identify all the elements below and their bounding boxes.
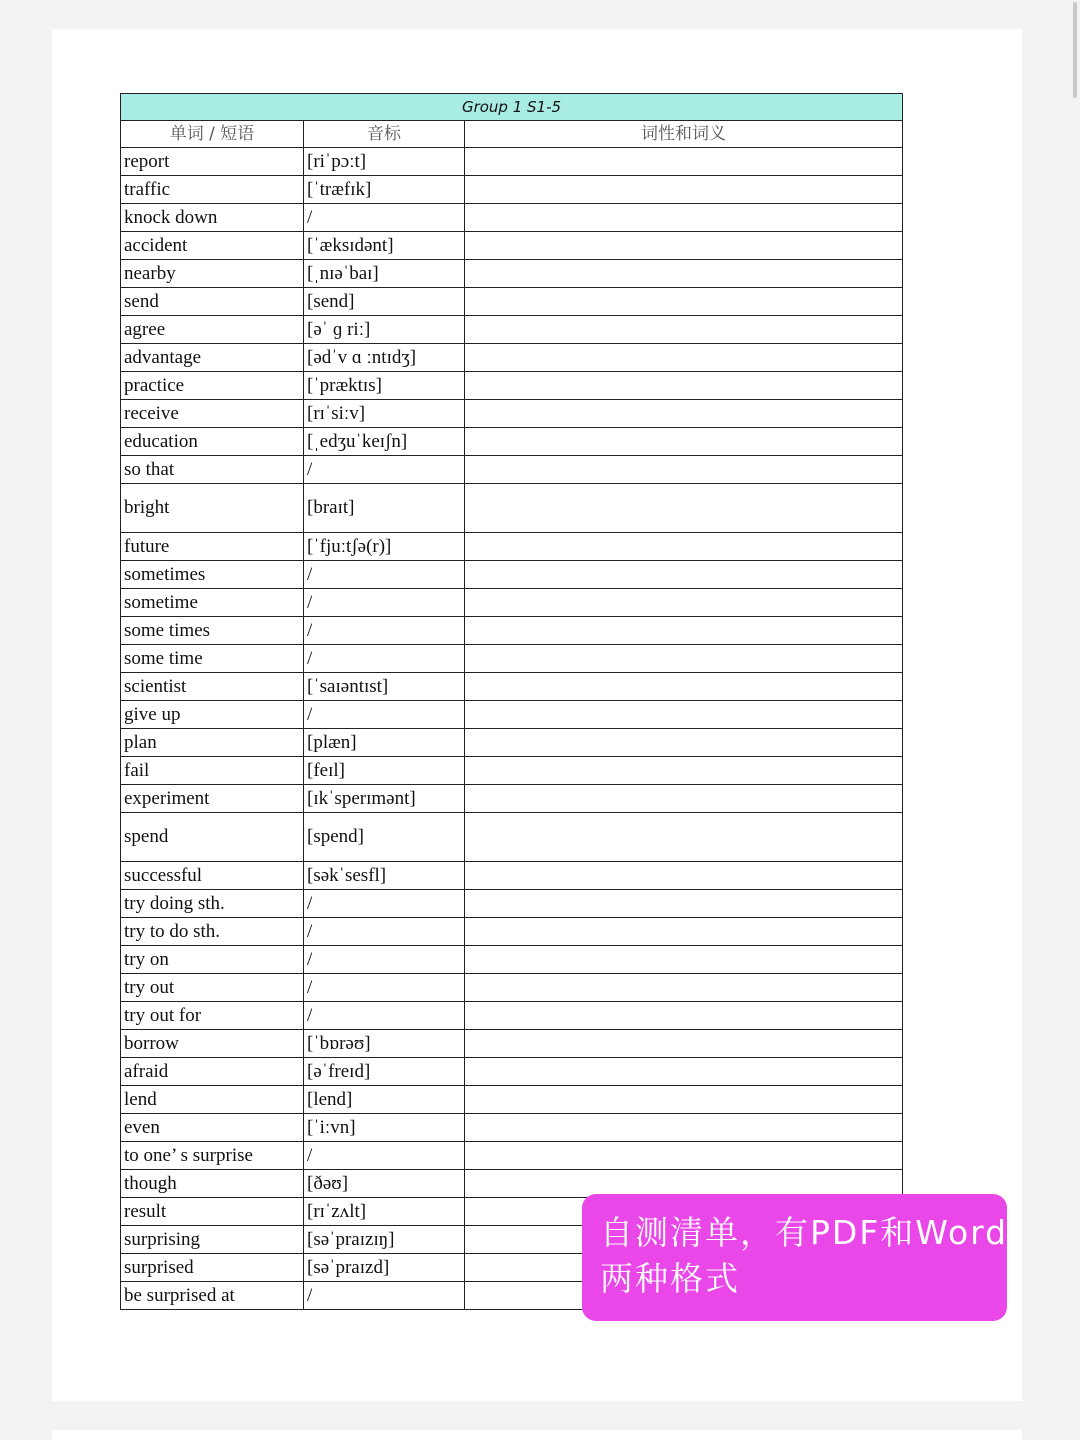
phonetic-cell: [spend] bbox=[304, 813, 465, 862]
vocabulary-table bbox=[120, 93, 903, 1310]
phonetic-cell: [ˈfjuːtʃə(r)] bbox=[304, 533, 465, 561]
word-cell: afraid bbox=[121, 1058, 304, 1086]
phonetic-cell: [səˈpraɪzd] bbox=[304, 1254, 465, 1282]
word-cell: plan bbox=[121, 729, 304, 757]
word-cell: some time bbox=[121, 645, 304, 673]
word-cell: experiment bbox=[121, 785, 304, 813]
meaning-cell bbox=[465, 316, 903, 344]
table-row bbox=[121, 946, 903, 974]
meaning-cell bbox=[465, 729, 903, 757]
phonetic-cell: / bbox=[304, 1002, 465, 1030]
phonetic-cell: / bbox=[304, 1142, 465, 1170]
meaning-cell bbox=[465, 400, 903, 428]
meaning-cell bbox=[465, 673, 903, 701]
word-cell: agree bbox=[121, 316, 304, 344]
meaning-cell bbox=[465, 1114, 903, 1142]
word-cell: surprised bbox=[121, 1254, 304, 1282]
table-row bbox=[121, 533, 903, 561]
meaning-cell bbox=[465, 974, 903, 1002]
phonetic-cell: [rɪˈsiːv] bbox=[304, 400, 465, 428]
table-row bbox=[121, 372, 903, 400]
word-cell: bright bbox=[121, 484, 304, 533]
table-row bbox=[121, 918, 903, 946]
meaning-cell bbox=[465, 232, 903, 260]
meaning-cell bbox=[465, 946, 903, 974]
phonetic-cell: [ðəʊ] bbox=[304, 1170, 465, 1198]
table-row bbox=[121, 974, 903, 1002]
meaning-cell bbox=[465, 561, 903, 589]
phonetic-cell: [ˈæksɪdənt] bbox=[304, 232, 465, 260]
table-row bbox=[121, 561, 903, 589]
meaning-cell bbox=[465, 484, 903, 533]
table-header-row bbox=[121, 121, 903, 148]
table-row bbox=[121, 288, 903, 316]
meaning-cell bbox=[465, 288, 903, 316]
scrollbar[interactable] bbox=[1073, 2, 1077, 98]
word-cell: borrow bbox=[121, 1030, 304, 1058]
word-cell: try to do sth. bbox=[121, 918, 304, 946]
meaning-cell bbox=[465, 204, 903, 232]
meaning-cell bbox=[465, 372, 903, 400]
word-cell: scientist bbox=[121, 673, 304, 701]
phonetic-cell: [ɪkˈsperɪmənt] bbox=[304, 785, 465, 813]
phonetic-cell: / bbox=[304, 701, 465, 729]
table-row bbox=[121, 813, 903, 862]
phonetic-cell: / bbox=[304, 617, 465, 645]
word-cell: spend bbox=[121, 813, 304, 862]
phonetic-cell: / bbox=[304, 645, 465, 673]
header-word: 单词 / 短语 bbox=[121, 121, 304, 148]
table-row bbox=[121, 204, 903, 232]
table-row bbox=[121, 673, 903, 701]
phonetic-cell: [səkˈsesfl] bbox=[304, 862, 465, 890]
meaning-cell bbox=[465, 533, 903, 561]
table-row bbox=[121, 589, 903, 617]
word-cell: advantage bbox=[121, 344, 304, 372]
table-row bbox=[121, 1058, 903, 1086]
table-row bbox=[121, 757, 903, 785]
word-cell: report bbox=[121, 148, 304, 176]
word-cell: so that bbox=[121, 456, 304, 484]
meaning-cell bbox=[465, 1002, 903, 1030]
phonetic-cell: [ədˈv ɑ ːntɪdʒ] bbox=[304, 344, 465, 372]
table-row bbox=[121, 176, 903, 204]
meaning-cell bbox=[465, 890, 903, 918]
meaning-cell bbox=[465, 1030, 903, 1058]
table-row bbox=[121, 456, 903, 484]
word-cell: result bbox=[121, 1198, 304, 1226]
phonetic-cell: [plæn] bbox=[304, 729, 465, 757]
table-row bbox=[121, 617, 903, 645]
word-cell: education bbox=[121, 428, 304, 456]
table-row bbox=[121, 1142, 903, 1170]
table-row bbox=[121, 645, 903, 673]
table-row bbox=[121, 428, 903, 456]
word-cell: sometimes bbox=[121, 561, 304, 589]
word-cell: try doing sth. bbox=[121, 890, 304, 918]
meaning-cell bbox=[465, 260, 903, 288]
table-row bbox=[121, 1002, 903, 1030]
word-cell: knock down bbox=[121, 204, 304, 232]
phonetic-cell: [braɪt] bbox=[304, 484, 465, 533]
phonetic-cell: / bbox=[304, 1282, 465, 1310]
phonetic-cell: [əˈ ɡ riː] bbox=[304, 316, 465, 344]
word-cell: receive bbox=[121, 400, 304, 428]
phonetic-cell: [lend] bbox=[304, 1086, 465, 1114]
header-meaning: 词性和词义 bbox=[465, 121, 903, 148]
word-cell: some times bbox=[121, 617, 304, 645]
meaning-cell bbox=[465, 701, 903, 729]
table-row bbox=[121, 316, 903, 344]
meaning-cell bbox=[465, 862, 903, 890]
phonetic-cell: [əˈfreɪd] bbox=[304, 1058, 465, 1086]
phonetic-cell: [ˈbɒrəʊ] bbox=[304, 1030, 465, 1058]
phonetic-cell: / bbox=[304, 456, 465, 484]
table-row bbox=[121, 400, 903, 428]
phonetic-cell: [riˈpɔːt] bbox=[304, 148, 465, 176]
phonetic-cell: [rɪˈzʌlt] bbox=[304, 1198, 465, 1226]
phonetic-cell: / bbox=[304, 974, 465, 1002]
meaning-cell bbox=[465, 813, 903, 862]
phonetic-cell: / bbox=[304, 890, 465, 918]
phonetic-cell: [ˌedʒuˈkeɪʃn] bbox=[304, 428, 465, 456]
word-cell: surprising bbox=[121, 1226, 304, 1254]
table-row bbox=[121, 1086, 903, 1114]
meaning-cell bbox=[465, 645, 903, 673]
word-cell: fail bbox=[121, 757, 304, 785]
phonetic-cell: [ˈiːvn] bbox=[304, 1114, 465, 1142]
meaning-cell bbox=[465, 428, 903, 456]
table-row bbox=[121, 484, 903, 533]
word-cell: lend bbox=[121, 1086, 304, 1114]
meaning-cell bbox=[465, 785, 903, 813]
table-row bbox=[121, 344, 903, 372]
phonetic-cell: [ˈsaɪəntɪst] bbox=[304, 673, 465, 701]
meaning-cell bbox=[465, 176, 903, 204]
table-row bbox=[121, 785, 903, 813]
meaning-cell bbox=[465, 918, 903, 946]
promo-line-1: 自测清单，有PDF和Word bbox=[600, 1213, 1009, 1252]
meaning-cell bbox=[465, 1086, 903, 1114]
header-phonetic: 音标 bbox=[304, 121, 465, 148]
word-cell: give up bbox=[121, 701, 304, 729]
meaning-cell bbox=[465, 456, 903, 484]
phonetic-cell: / bbox=[304, 561, 465, 589]
phonetic-cell: [feɪl] bbox=[304, 757, 465, 785]
word-cell: sometime bbox=[121, 589, 304, 617]
word-cell: though bbox=[121, 1170, 304, 1198]
table-title: Group 1 S1-5 bbox=[121, 94, 903, 121]
meaning-cell bbox=[465, 589, 903, 617]
table-row bbox=[121, 890, 903, 918]
meaning-cell bbox=[465, 757, 903, 785]
word-cell: try on bbox=[121, 946, 304, 974]
table-row bbox=[121, 1030, 903, 1058]
meaning-cell bbox=[465, 1142, 903, 1170]
table-row bbox=[121, 148, 903, 176]
word-cell: even bbox=[121, 1114, 304, 1142]
word-cell: successful bbox=[121, 862, 304, 890]
word-cell: future bbox=[121, 533, 304, 561]
promo-line-2: 两种格式 bbox=[600, 1259, 740, 1298]
meaning-cell bbox=[465, 617, 903, 645]
phonetic-cell: / bbox=[304, 589, 465, 617]
word-cell: nearby bbox=[121, 260, 304, 288]
word-cell: send bbox=[121, 288, 304, 316]
word-cell: try out for bbox=[121, 1002, 304, 1030]
word-cell: to one’ s surprise bbox=[121, 1142, 304, 1170]
table-row bbox=[121, 862, 903, 890]
phonetic-cell: [ˈtræfɪk] bbox=[304, 176, 465, 204]
table-row bbox=[121, 1114, 903, 1142]
phonetic-cell: [ˈpræktɪs] bbox=[304, 372, 465, 400]
word-cell: be surprised at bbox=[121, 1282, 304, 1310]
table-body bbox=[121, 148, 903, 1310]
word-cell: accident bbox=[121, 232, 304, 260]
phonetic-cell: [send] bbox=[304, 288, 465, 316]
phonetic-cell: [səˈpraɪzɪŋ] bbox=[304, 1226, 465, 1254]
phonetic-cell: [ˌnɪəˈbaɪ] bbox=[304, 260, 465, 288]
word-cell: try out bbox=[121, 974, 304, 1002]
phonetic-cell: / bbox=[304, 918, 465, 946]
meaning-cell bbox=[465, 1058, 903, 1086]
table-row bbox=[121, 260, 903, 288]
word-cell: traffic bbox=[121, 176, 304, 204]
meaning-cell bbox=[465, 344, 903, 372]
table-row bbox=[121, 232, 903, 260]
promo-banner bbox=[582, 1194, 1007, 1321]
phonetic-cell: / bbox=[304, 946, 465, 974]
word-cell: practice bbox=[121, 372, 304, 400]
table-row bbox=[121, 701, 903, 729]
meaning-cell bbox=[465, 148, 903, 176]
phonetic-cell: / bbox=[304, 204, 465, 232]
next-page-edge bbox=[52, 1430, 1022, 1440]
table-row bbox=[121, 729, 903, 757]
